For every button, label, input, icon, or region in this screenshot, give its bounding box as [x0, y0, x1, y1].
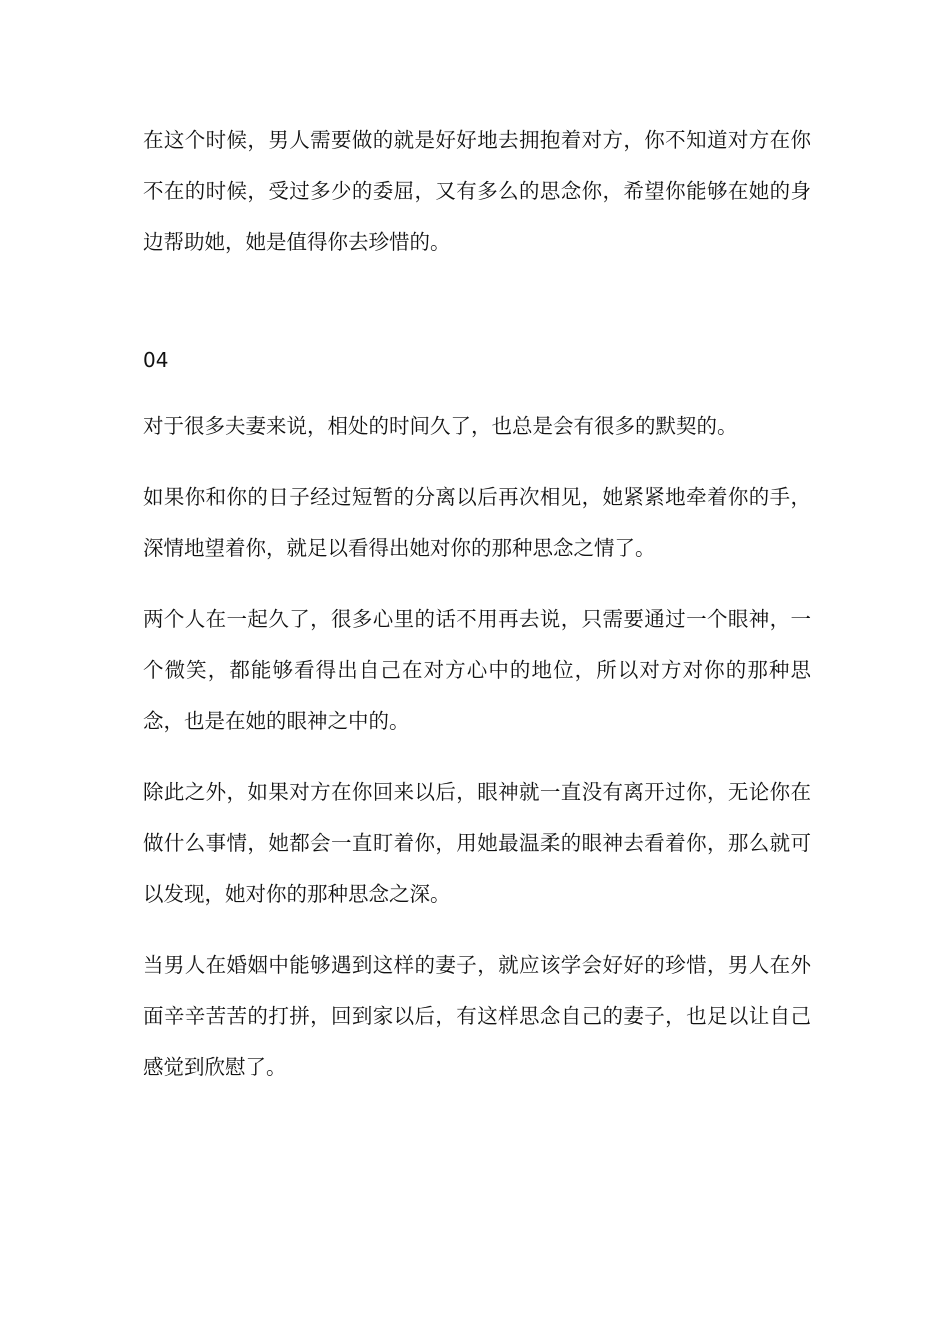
document-body: [143, 115, 811, 1093]
section-number: 04: [143, 348, 169, 372]
paragraph-5: 当男人在婚姻中能够遇到这样的妻子，就应该学会好好的珍惜，男人在外面辛辛苦苦的打拼，回到家以后，有这样思念自己的妻子，也足以让自己感觉到欣慰了。: [143, 953, 811, 1079]
paragraph-3: 两个人在一起久了，很多心里的话不用再去说，只需要通过一个眼神，一个微笑，都能够看得出自己在对方心中的地位，所以对方对你的那种思念，也是在她的眼神之中的。: [143, 607, 811, 733]
paragraph-2: 如果你和你的日子经过短暂的分离以后再次相见，她紧紧地牵着你的手，深情地望着你，就足以看得出她对你的那种思念之情了。: [143, 485, 811, 560]
paragraph-intro: 在这个时候，男人需要做的就是好好地去拥抱着对方，你不知道对方在你不在的时候，受过多少的委屈，又有多么的思念你，希望你能够在她的身边帮助她，她是值得你去珍惜的。: [143, 128, 811, 254]
paragraph-1: 对于很多夫妻来说，相处的时间久了，也总是会有很多的默契的。: [143, 414, 738, 438]
paragraph-4: 除此之外，如果对方在你回来以后，眼神就一直没有离开过你，无论你在做什么事情，她都会一直盯着你，用她最温柔的眼神去看着你，那么就可以发现，她对你的那种思念之深。: [143, 780, 811, 906]
